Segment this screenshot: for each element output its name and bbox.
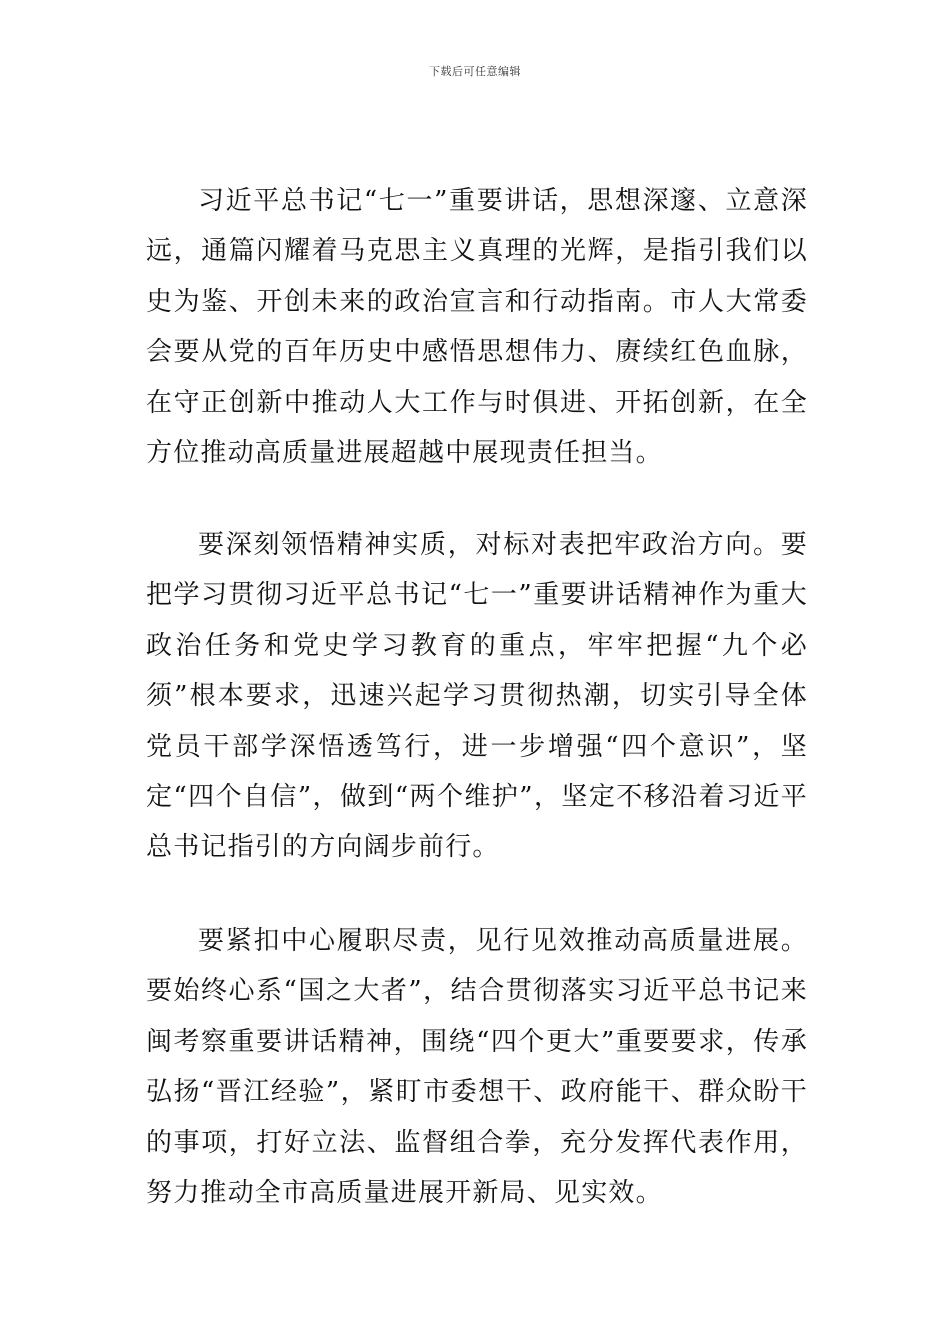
paragraph-1: 习近平总书记“七一”重要讲话，思想深邃、立意深远，通篇闪耀着马克思主义真理的光辉，是指引我们以史为鉴、开创未来的政治宣言和行动指南。市人大常委会要从党的百年历史中感悟思想伟力、赓续红色血脉，在守正创新中推动人大工作与时俱进、开拓创新，在全方位推动高质量进展超越中展现责任担当。 [146, 186, 808, 469]
header-note: 下载后可任意编辑 [429, 65, 521, 78]
paragraph-3: 要紧扣中心履职尽责，见行见效推动高质量进展。要始终心系“国之大者”，结合贯彻落实习近平总书记来闽考察重要讲话精神，围绕“四个更大”重要要求，传承弘扬“晋江经验”，紧盯市委想干、政府能干、群众盼干的事项，打好立法、监督组合拳，充分发挥代表作用，努力推动全市高质量进展开新局、见实效。 [146, 926, 808, 1209]
paragraph-2: 要深刻领悟精神实质，对标对表把牢政治方向。要把学习贯彻习近平总书记“七一”重要讲话精神作为重大政治任务和党史学习教育的重点，牢牢把握“九个必须”根本要求，迅速兴起学习贯彻热潮，切实引导全体党员干部学深悟透笃行，进一步增强“四个意识”，坚定“四个自信”，做到“两个维护”，坚定不移沿着习近平总书记指引的方向阔步前行。 [146, 530, 808, 863]
